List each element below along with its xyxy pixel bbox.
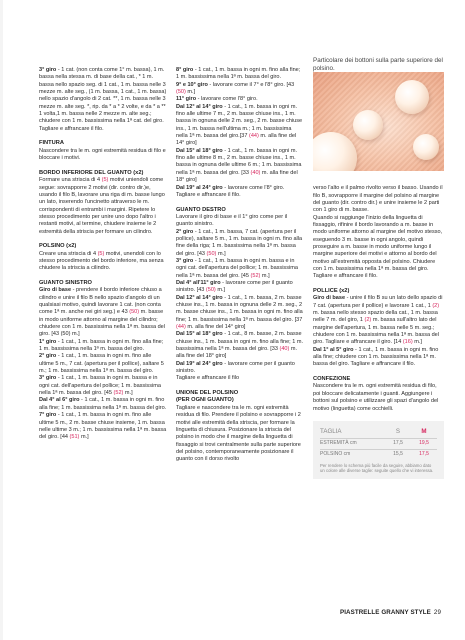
instruction-paragraph [176, 405, 304, 464]
instruction-paragraph [176, 375, 304, 382]
instruction-text: m.] [216, 250, 226, 257]
instruction-paragraph [39, 375, 167, 397]
instruction-text: m. bassa sull'altro lato del margine dell'apertura, 1 m. bassa nelle 5 m. seg.; chiudere con 1 m. bassissima nella 1ª m. bassa del giro. Tagliare e affrancare il giro. [14 [313, 317, 439, 346]
paragraph-gap [176, 383, 304, 390]
instruction-text: - 1 cat., 8 m. basse, 2 m. basse chiuse ins., 1 m. bassa in ogni m. fino alla fine; 1 m. bassissima nella 1ª m. bassa del giro. [33 [176, 331, 304, 353]
instruction-paragraph [176, 214, 304, 229]
instruction-paragraph [39, 287, 167, 338]
section-heading: GUANTO DESTRO [176, 206, 226, 213]
instruction-text: - lavorare come per il guanto sinistro. [176, 360, 295, 375]
size-header-label: TAGLIA [320, 427, 342, 435]
instruction-text: - 1 cat. (non conta come 1° m. bassa), 1 m. bassa nella stessa m. di base della cat., * 1 m. bassa nello spazio seg. di 1 cat., 1 m. bassa nelle 3 mezze m. alte seg., (1 m. bassa, 1 cat., 1 m. bassa) nello spazio d'angolo di 2 cat. **, 1 m. bassa nelle 3 mezze m. alte seg. *, rip. da * a * 2 volte, e da * a ** 1 volta,1 m. bassa nelle 2 mezze m. alte seg.; chiudere con 1 m. bassissima nella 1ª cat. del giro. Tagliare e affrancare il filo. [39, 67, 167, 132]
button-sphere [413, 134, 439, 160]
instruction-paragraph [39, 251, 167, 273]
instruction-text: m. bassa nello stesso spazio della cat., 1 m. bassa nelle 7 m. del giro, 1 [313, 310, 438, 324]
section-heading: POLLICE (x2) [313, 288, 350, 294]
section-heading: CONFEZIONE [313, 376, 351, 383]
paragraph-gap [313, 369, 443, 376]
instruction-text: m. alla fine del 14° giro] [185, 324, 246, 331]
round-label: Giro di base [39, 287, 72, 294]
instruction-text: - 1 cat., 1 m. bassa in ogni m. fino alle ultime 8 m., 2 m. basse chiuse ins., 1 m. bassa in ognuna delle ultime 6 m.; 1 m. bassissima nella 1ª m. bassa del giro. [33 [176, 147, 302, 176]
instruction-text: Tagliare e affrancare il filo. [176, 191, 241, 198]
instruction-text: - lavorare come l'8° giro. [196, 96, 258, 103]
round-label: 1° giro [39, 338, 57, 345]
instruction-paragraph [176, 96, 304, 103]
text-column-3-body [313, 185, 443, 413]
instruction-text: m.] [260, 272, 270, 279]
instruction-text: - 1 cat., 1 m. bassa in ogni m. bassa e in ogni cat. dell'apertura del pollice; 1 m. bassissima nella 1ª m. bassa del giro. [45 [176, 257, 298, 279]
round-label: Dal 12° al 14° giro [176, 294, 223, 301]
section-heading: FINTURA [39, 140, 64, 147]
instruction-paragraph [176, 258, 304, 280]
instruction-text: - 1 cat., 1 m. bassa in ogni m. fino alla fine; 1 m. bassissima nella 1ª m. bassa del giro. [176, 67, 301, 81]
round-label: 2° giro [39, 353, 57, 360]
instruction-text: motivi, unendoli con lo stesso procedimento del bordo inferiore, ma senza chiudere la striscia a cilindro. [39, 250, 164, 272]
text-column-2 [176, 67, 304, 464]
size-m-value: (51) [69, 434, 80, 441]
instruction-paragraph [39, 412, 167, 441]
round-label: Dal 19° al 24° giro [176, 360, 223, 367]
instruction-text: m. alla fine del 18° giro] [176, 346, 298, 360]
instruction-text: - 1 cat., 1 m. bassa in ogni m. fino alla fine; 1 m. bassissima nella 1ª m. bassa del giro. [39, 397, 167, 411]
size-m-value: (52) [113, 390, 124, 397]
size-header-m: M [421, 427, 427, 435]
size-row-value-m: 19,5 [411, 439, 437, 449]
button-sphere [353, 110, 383, 140]
size-row-label: POLSINO cm [320, 449, 385, 459]
size-m-value: (50) [176, 89, 186, 96]
instruction-paragraph [39, 397, 167, 412]
instruction-text: - lavorare come l'8° giro. [222, 184, 285, 191]
round-label: Dal 15° al 18° giro [176, 147, 223, 154]
section-heading: UNIONE DEL POLSINO [176, 390, 239, 397]
instruction-paragraph [313, 185, 443, 214]
instruction-text: Tagliare e affrancare il filo [176, 375, 240, 382]
instruction-text: - 1 cat., 1 m. bassa in ogni m. fino alle ultime 7 m., 2 m. basse chiuse ins., 1 m. bassa in ognuna delle 2 m. seg., 2 m. basse chiuse ins., 1 m. bassa nell'ultima m.; 1 m. bassissima nella 1ª m. bassa del giro.[37 [176, 103, 303, 140]
paragraph-gap [39, 273, 167, 280]
instruction-text: verso l'alto e il palmo rivolto verso il basso. Usando il filo B, sovrapporre il margine del polsino al margine del guanto (dir. contro dir.) e unire insieme le 2 parti con 1 giro di m. basse. [313, 185, 443, 214]
instruction-paragraph [313, 295, 443, 346]
instruction-paragraph [176, 192, 304, 199]
instruction-text: Lavorare il giro di base e il 1° giro come per il guanto sinistro. [176, 213, 288, 228]
round-label: Dal 12° al 14° giro [176, 103, 223, 110]
round-label: Giro di base [313, 295, 346, 302]
instruction-paragraph [176, 82, 304, 97]
instruction-text: - 1 cat., 1 m. bassa in ogni m. bassa e in ogni cat. dell'apertura del pollice; 1 m. bassissima nella 1ª m. bassa del giro. [45 [39, 375, 161, 397]
round-label: 11° giro [176, 96, 197, 103]
instruction-text: m. alla fine del 18° giro] [176, 169, 298, 184]
instruction-text: - prendere il bordo inferiore chiuso a cilindro e unire il filo B nello spazio d'angolo di un qualsiasi motivo, quindi lavorare 1 cat. (non conta come 1ª m. anche nei giri seg.) e 43 [39, 287, 162, 316]
size-m-value: (52) [250, 272, 261, 279]
page-number: 29 [433, 609, 441, 616]
round-label: Dal 4° al 6° giro [39, 397, 80, 404]
photo-caption: Particolare dei bottoni sulla parte superiore del polsino. [313, 57, 443, 72]
buttons-detail-photo [313, 72, 444, 171]
text-column-3 [313, 57, 443, 479]
round-label: 7° giro [39, 412, 57, 419]
size-m-value: (5) [101, 177, 109, 184]
instruction-paragraph [313, 383, 443, 412]
round-label: 3° giro [39, 375, 57, 382]
instruction-paragraph [313, 215, 443, 281]
instruction-paragraph [313, 347, 443, 369]
instruction-paragraph [39, 177, 167, 236]
instruction-paragraph [176, 67, 304, 82]
page-footer [340, 609, 441, 616]
paragraph-gap [39, 162, 167, 169]
instruction-paragraph [176, 185, 304, 192]
instruction-text: m. basse in modo uniforme attorno al margine del cilindro; chiudere con 1 m. bassissima nella 1ª m. bassa del giro. [43 (50) m.] [39, 309, 165, 338]
round-label: 3° giro [176, 257, 194, 264]
instruction-paragraph [39, 353, 167, 375]
instruction-text: m.] [412, 339, 422, 346]
instruction-text: m.] [185, 89, 196, 96]
instruction-paragraph [39, 339, 167, 354]
round-label: Dal 15° al 18° giro [176, 331, 223, 338]
footer-title: PIASTRELLE GRANNY STYLE [340, 609, 431, 616]
instruction-text: motivi uniendoli come segue: sovrapporre 2 motivi (dir. contro dir.)e, usando il filo B, lavorare una riga di m. basse lungo un lato, inserendo l'uncinetto attraverso le m. corrispondenti di entrambi i margini. Ripetere lo stesso procedimento per unire uno dopo l'altro i restanti motivi, al termine, chiudere insieme le 2 estremità della striscia per formare un cilindro. [39, 177, 165, 235]
size-row-label: ESTREMITÀ cm [320, 439, 385, 449]
instruction-paragraph [176, 148, 304, 185]
size-m-value: (2) [364, 317, 372, 324]
instruction-text: m. alla fine del 14° giro] [176, 133, 297, 147]
instruction-text: Nascondere tra le m. ogni estremità residua di filo, poi bloccare delicatamente i guanti. Aggiungere i bottoni sul polsino e utilizzare gli spazi d'angolo del motivo (linguetta) come occhielli. [313, 383, 439, 412]
instruction-text: - lavorare come il 7° e l'8° giro. [43 [207, 81, 295, 88]
size-row-value-s: 17,5 [385, 439, 411, 449]
size-table [320, 427, 437, 459]
size-m-value: (40) [250, 169, 261, 176]
instruction-text: - 1 cat., 1 m. bassa in ogni m. fino alle ultime 5 m., 2 m. basse chiuse insieme, 1 m. bassa nelle ultime 3 m.; 1 m. bassissima nella 1ª m. bassa del giro. [44 [39, 412, 167, 441]
size-header-s: S [395, 427, 401, 435]
instruction-text: Quando si raggiunge l'inizio della linguetta di fissaggio, rifinire il bordo lavorando a m. basse in modo uniforme attorno al margine del motivo stesso, eseguendo 3 m. basse in ogni angolo, quindi proseguire a m. basse in modo uniforme lungo il margine superiore dei motivi e attorno al bordo del motivo all'estremità opposta del polsino. Chiudere con 1 m. bassissima nella 1ª m. bassa del giro. Tagliare e affrancare il filo. [313, 214, 443, 280]
section-heading: GUANTO SINISTRO [39, 279, 92, 286]
size-m-value: (40) [279, 346, 290, 353]
instruction-text: - 1 cat., 1 m. bassa in ogni m. fino alla fine; chiudere con 1 m. bassissima nella 1ª m. bassa del giro. Tagliare e affrancare il filo. [313, 346, 439, 368]
size-row-value-s: 15,5 [385, 449, 411, 459]
size-m-value: (44) [176, 324, 186, 331]
instruction-paragraph [176, 280, 304, 295]
instruction-paragraph [176, 331, 304, 360]
size-m-value: (44) [248, 133, 259, 140]
instruction-paragraph [176, 229, 304, 258]
section-heading: (PER OGNI GUANTO) [176, 397, 234, 404]
instruction-text: - 1 cat., 1 m. bassa, 7 cat. (apertura per il pollice), saltare 5 m., 1 m. bassa in ogni m. fino alla fine della riga; 1 m. bassissima nella 1ª m. bassa del giro. [43 [176, 228, 303, 257]
instruction-text: m.] [215, 287, 226, 294]
size-m-value: (50) [206, 250, 217, 257]
size-table-panel [313, 421, 444, 479]
size-m-value: (5) [97, 250, 105, 257]
round-label: 2° giro [176, 228, 194, 235]
instruction-text: - 1 cat., 1 m. bassa, 2 m. basse chiuse ins., 1 m. bassa in ognuna delle 2 m. seg., 2 m. basse chiuse ins., 1 m. bassa in ogni m. fino alla fine; 1 m. bassissima nella 1ª m. bassa del giro. [37 [176, 294, 303, 323]
size-row-value-m: 17,5 [411, 449, 437, 459]
round-label: 3° giro [39, 67, 57, 73]
instruction-text: Creare una striscia di 4 [39, 250, 98, 257]
section-heading: POLSINO (x2) [39, 243, 77, 250]
page-gutter [0, 0, 3, 640]
paragraph-gap [313, 281, 443, 288]
text-column-1 [39, 67, 167, 442]
size-m-value: (50) [129, 309, 140, 316]
round-label: 8° giro [176, 67, 194, 73]
paragraph-gap [39, 236, 167, 243]
instruction-text: Nascondere tra le m. ogni estremità residua di filo e bloccare i motivi. [39, 147, 166, 162]
instruction-text: - 1 cat., 1 m. bassa in ogni m. fino alla fine; 1 m. bassissima nella 1ª m. bassa del giro. [39, 338, 164, 353]
instruction-text: m.] [123, 390, 133, 397]
instruction-text: - 1 cat., 1 m. bassa in ogni m. fino alle ultime 5 m., 7 cat. (apertura per il pollice), saltare 5 m.; 1 m. bassissima nella 1ª m. bassa del giro. [39, 353, 164, 375]
size-m-value: (16) [402, 339, 413, 346]
section-heading: BORDO INFERIORE DEL GUANTO (x2) [39, 169, 144, 176]
round-label: 9° e 10° giro [176, 81, 208, 88]
round-label: Dal 19° al 24° giro [176, 184, 223, 191]
instruction-paragraph [39, 67, 167, 133]
instruction-text: - unire il filo B su un lato dello spazio di 7 cat. (apertura per il pollice) e lavorare 1 cat., 1 [313, 295, 443, 309]
size-note: Per rendere lo schema più facile da seguire, abbiamo dato un colore alle diverse taglie: seguite quello che vi interessa. [320, 462, 434, 474]
instruction-paragraph [176, 104, 304, 148]
size-m-value: (2) [432, 302, 440, 309]
paragraph-gap [39, 133, 167, 140]
paragraph-gap [176, 199, 304, 206]
instruction-text: m.] [79, 434, 89, 441]
round-label: Dal 4° all'11° giro [176, 279, 221, 286]
size-m-value: (50) [205, 287, 216, 294]
instruction-text: Formare una striscia di 4 [39, 177, 102, 184]
instruction-paragraph [176, 295, 304, 332]
instruction-text: Tagliare e nascondere tra le m. ogni estremità residua di filo. Prendere il polsino e sovrapporre i 2 motivi alle estremità della striscia, per formare la linguetta di chiusura. Posizionare la striscia del polsino in modo che il margine della linguetta di fissaggio si trovi centralmente sulla parte superiore del polsino, contemporaneamente posizionare il guanto con il dorso rivolto [176, 404, 301, 463]
round-label: Dal 1° al 5° giro [313, 346, 354, 353]
button-sphere [395, 80, 429, 114]
instruction-paragraph [176, 361, 304, 376]
instruction-text: - lavorare come per il guanto sinistro. [43 [176, 279, 293, 294]
instruction-paragraph [39, 148, 167, 163]
